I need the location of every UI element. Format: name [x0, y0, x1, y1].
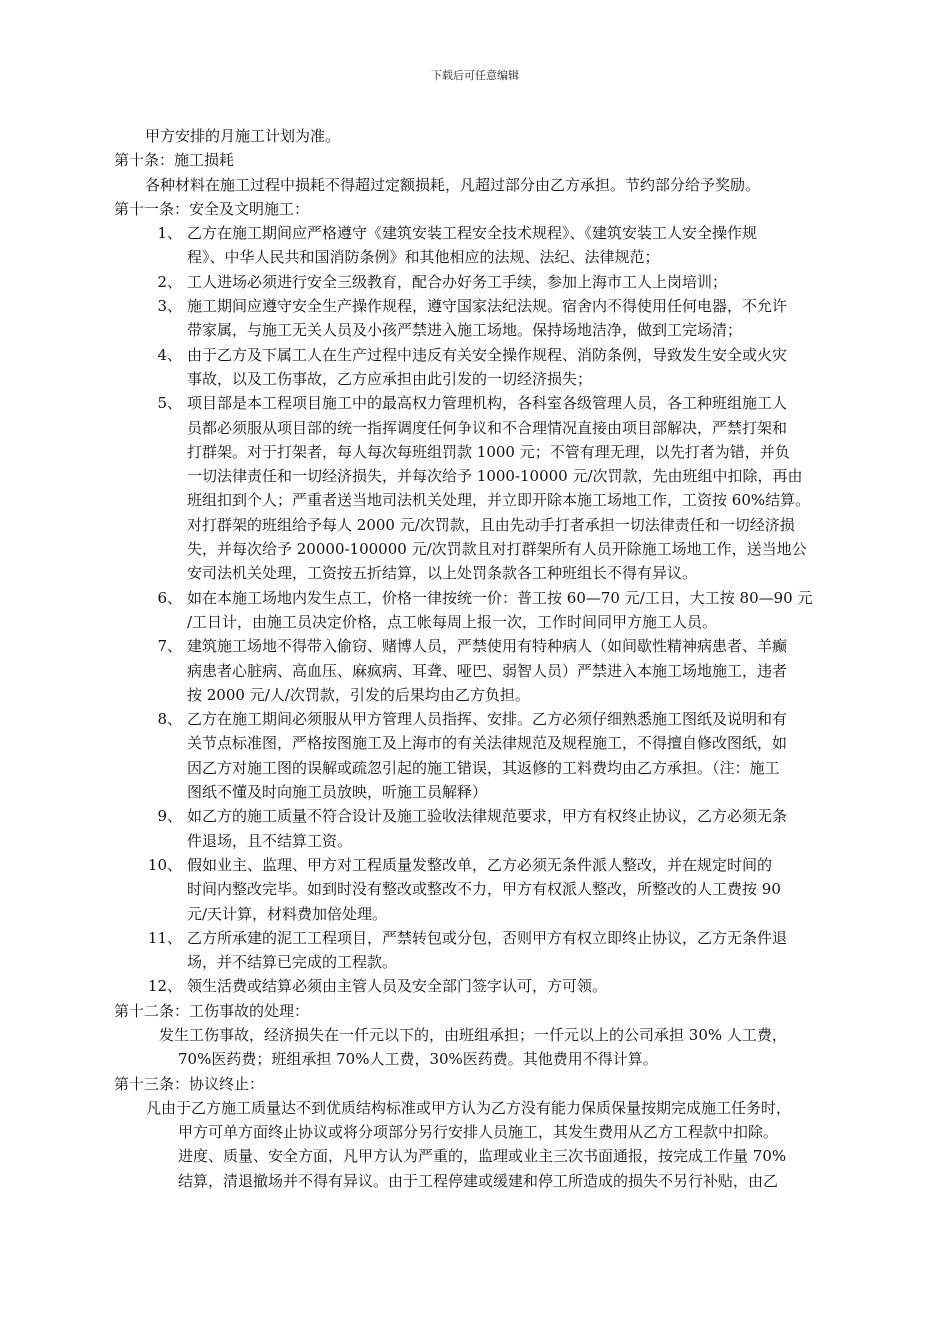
list-item-number: 11、 — [147, 928, 182, 947]
list-item-line: /工日计，由施工员决定价格，点工帐每周上报一次，工作时间同甲方施工人员。 — [187, 612, 718, 631]
list-item-line: 图纸不懂及时向施工员放映，听施工员解释） — [187, 783, 488, 802]
list-item-number: 4、 — [157, 345, 182, 364]
list-item-line: 乙方所承建的泥工工程项目，严禁转包或分包，否则甲方有权立即终止协议，乙方无条件退 — [187, 928, 788, 947]
list-item-line: 按 2000 元/人/次罚款，引发的后果均由乙方负担。 — [187, 685, 530, 704]
article-13-line-4: 结算，清退撤场并不得有异议。由于工程停建或缓建和停工所造成的损失不另行补贴，由乙 — [178, 1171, 779, 1190]
article-12-line-2: 70%医药费；班组承担 70%人工费，30%医药费。其他费用不得计算。 — [178, 1050, 658, 1069]
list-item-line: 乙方在施工期间应严格遵守《建筑安装工程安全技术规程》、《建筑安装工人安全操作规 — [187, 224, 758, 243]
list-item — [114, 391, 884, 585]
list-item-number: 10、 — [147, 855, 182, 874]
list-item-number: 3、 — [157, 297, 182, 316]
list-item-line: 员都必须服从项目部的统一指挥调度任何争议和不合理情况直接由项目部解决，严禁打架和 — [187, 418, 788, 437]
list-item — [114, 343, 884, 392]
article-12-title: 第十二条：工伤事故的处理： — [114, 1001, 310, 1020]
list-item-line: 因乙方对施工图的误解或疏忽引起的施工错误，其返修的工料费均由乙方承担。（注：施工 — [187, 758, 780, 777]
article-10-text: 各种材料在施工过程中损耗不得超过定额损耗，凡超过部分由乙方承担。节约部分给予奖励。 — [145, 175, 761, 194]
list-item-number: 6、 — [157, 588, 182, 607]
article-13-line-2: 甲方可单方面终止协议或将分项部分另行安排人员施工，其发生费用从乙方工程款中扣除。 — [178, 1123, 779, 1142]
list-item-number: 8、 — [157, 710, 182, 729]
list-item — [114, 707, 884, 804]
paragraph-continuation: 甲方安排的月施工计划为准。 — [145, 127, 341, 145]
article-13-line-3: 进度、质量、安全方面，凡甲方认为严重的，监理或业主三次书面通报，按完成工作量 70% — [178, 1147, 787, 1166]
list-item-line: 假如业主、监理、甲方对工程质量发整改单，乙方必须无条件派人整改，并在规定时间的 — [187, 855, 773, 874]
list-item — [114, 853, 884, 926]
document-body — [114, 124, 884, 1193]
list-item-line: 元/天计算，材料费加倍处理。 — [187, 904, 388, 923]
list-item-line: 项目部是本工程项目施工中的最高权力管理机构，各科室各级管理人员，各工种班组施工人 — [187, 394, 788, 413]
list-item — [114, 926, 884, 975]
article-11-title: 第十一条：安全及文明施工： — [114, 199, 310, 218]
article-12-line-1: 发生工伤事故，经济损失在一仟元以下的，由班组承担；一仟元以上的公司承担 30% 人工费， — [159, 1025, 787, 1044]
list-item-line: 失，并每次给予 20000-100000 元/次罚款且对打群架所有人员开除施工场地工作，送当地公 — [187, 540, 807, 559]
list-item-number: 5、 — [157, 394, 182, 413]
list-item-number: 12、 — [147, 977, 182, 996]
list-item-line: 一切法律责任和一切经济损失，并每次给予 1000-10000 元/次罚款，先由班组中扣除，再由 — [187, 467, 803, 486]
list-item-number: 9、 — [157, 807, 182, 826]
list-item-number: 2、 — [157, 272, 182, 291]
list-item — [114, 270, 884, 294]
list-item — [114, 294, 884, 343]
list-item-line: 由于乙方及下属工人在生产过程中违反有关安全操作规程、消防条例，导致发生安全或火灾 — [187, 345, 788, 364]
list-item-line: 关节点标准图，严格按图施工及上海市的有关法律规范及规程施工，不得擅自修改图纸，如 — [187, 734, 788, 753]
list-item — [114, 634, 884, 707]
list-item-line: 班组扣到个人；严重者送当地司法机关处理，并立即开除本施工场地工作，工资按 60%结算。 — [187, 491, 811, 510]
list-item-line: 带家属，与施工无关人员及小孩严禁进入施工场地。保持场地洁净，做到工完场清； — [187, 321, 743, 340]
list-item-line: 领生活费或结算必须由主管人员及安全部门签字认可，方可领。 — [187, 977, 608, 996]
list-item-line: 时间内整改完毕。如到时没有整改或整改不力，甲方有权派人整改，所整改的人工费按 90 — [187, 880, 781, 899]
list-item-number: 1、 — [157, 224, 182, 243]
list-item-line: 建筑施工场地不得带入偷窃、赌博人员，严禁使用有特种病人（如间歇性精神病患者、羊癫 — [187, 637, 788, 656]
list-item — [114, 974, 884, 998]
article-10-title: 第十条：施工损耗 — [114, 151, 235, 170]
list-item-line: 件退场，且不结算工资。 — [187, 831, 353, 850]
list-item-line: 场，并不结算已完成的工程款。 — [187, 953, 398, 972]
list-item-line: 乙方在施工期间必须服从甲方管理人员指挥、安排。乙方必须仔细熟悉施工图纸及说明和有 — [187, 710, 788, 729]
list-item-line: 工人进场必须进行安全三级教育，配合办好务工手续，参加上海市工人上岗培训； — [187, 272, 728, 291]
list-item-line: 病患者心脏病、高血压、麻疯病、耳聋、哑巴、弱智人员）严禁进入本施工场地施工，违者 — [187, 661, 788, 680]
list-item-line: 如乙方的施工质量不符合设计及施工验收法律规范要求，甲方有权终止协议，乙方必须无条 — [187, 807, 788, 826]
list-item-number: 7、 — [157, 637, 182, 656]
article-11-list — [114, 221, 884, 999]
list-item-line: 对打群架的班组给予每人 2000 元/次罚款，且由先动手打者承担一切法律责任和一切经济损 — [187, 515, 795, 534]
list-item — [114, 804, 884, 853]
list-item-line: 安司法机关处理，工资按五折结算，以上处罚条款各工种班组长不得有异议。 — [187, 564, 698, 583]
list-item — [114, 586, 884, 635]
list-item-line: 打群架。对于打架者，每人每次每班组罚款 1000 元；不管有理无理，以先打者为错，并负 — [187, 442, 790, 461]
article-13-title: 第十三条：协议终止： — [114, 1074, 265, 1093]
list-item-line: 事故，以及工伤事故，乙方应承担由此引发的一切经济损失； — [187, 369, 593, 388]
list-item-line: 程》、中华人民共和国消防条例》和其他相应的法规、法纪、法律规范； — [187, 248, 660, 267]
list-item-line: 施工期间应遵守安全生产操作规程，遵守国家法纪法规。宿舍内不得使用任何电器，不允许 — [187, 297, 788, 316]
page-header: 下载后可任意编辑 — [431, 69, 519, 82]
list-item-line: 如在本施工场地内发生点工，价格一律按统一价：普工按 60—70 元/工日，大工按 80—90 元 — [187, 588, 813, 607]
list-item — [114, 221, 884, 270]
article-13-line-1: 凡由于乙方施工质量达不到优质结构标准或甲方认为乙方没有能力保质保量按期完成施工任务时， — [146, 1098, 792, 1117]
